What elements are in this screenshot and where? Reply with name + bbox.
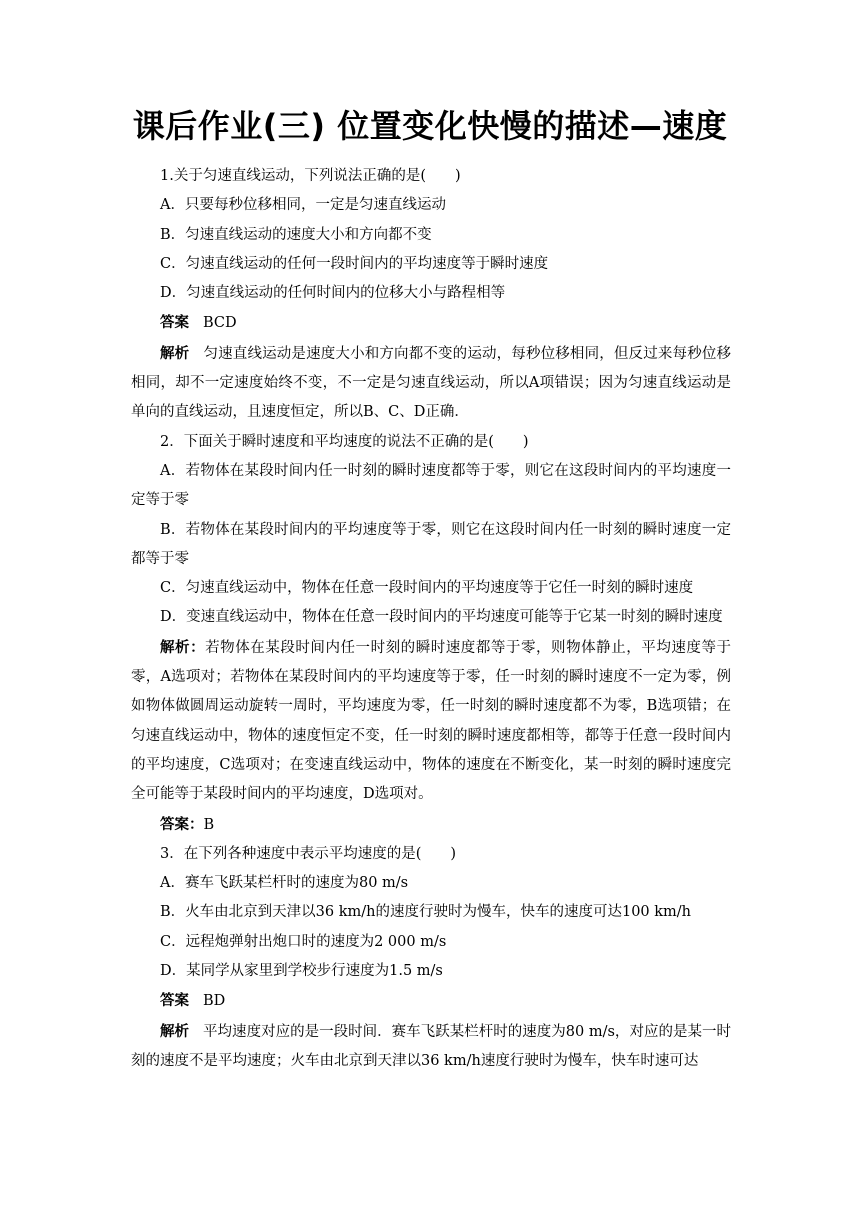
- answer-value: BD: [203, 993, 226, 1010]
- question-1-analysis: [131, 339, 731, 428]
- analysis-label: 解析: [160, 1022, 190, 1040]
- question-2-option-b: B．若物体在某段时间内的平均速度等于零，则它在这段时间内任一时刻的瞬时速度一定都等于零: [131, 521, 731, 567]
- question-2-stem: 2．下面关于瞬时速度和平均速度的说法不正确的是( ): [160, 433, 529, 450]
- question-2-option-d: D．变速直线运动中，物体在任意一段时间内的平均速度可能等于它某一时刻的瞬时速度: [160, 609, 723, 626]
- answer-value: BCD: [203, 315, 237, 332]
- question-1-stem: 1.关于匀速直线运动，下列说法正确的是( ): [160, 168, 461, 184]
- question-3-analysis: [131, 1017, 731, 1077]
- question-3-option-b: B．火车由北京到天津以36 km/h的速度行驶时为慢车，快车的速度可达100 km/h: [160, 904, 692, 921]
- document-body: [131, 162, 731, 1076]
- question-1-option-a: A．只要每秒位移相同，一定是匀速直线运动: [160, 197, 446, 214]
- answer-label: 答案: [160, 314, 189, 332]
- question-2-option-c: C．匀速直线运动中，物体在任意一段时间内的平均速度等于它任一时刻的瞬时速度: [160, 580, 694, 597]
- answer-value: B: [203, 816, 215, 833]
- analysis-text: 匀速直线运动是速度大小和方向都不变的运动，每秒位移相同，但反过来每秒位移相同，却不一定速度始终不变，不一定是匀速直线运动，所以A项错误；因为匀速直线运动是单向的直线运动，且速度恒定，所以B、C、D正确．: [131, 345, 732, 421]
- question-3-option-a: A．赛车飞跃某栏杆时的速度为80 m/s: [160, 875, 409, 892]
- question-3-option-c: C．远程炮弹射出炮口时的速度为2 000 m/s: [160, 933, 447, 950]
- analysis-text: 若物体在某段时间内任一时刻的瞬时速度都等于零，则物体静止，平均速度等于零，A选项对；若物体在某段时间内的平均速度等于零，任一时刻的瞬时速度不一定为零，例如物体做圆周运动旋转一周时，平均速度为零，任一时刻的瞬时速度都不为零，B选项错；在匀速直线运动中，物体的速度恒定不变，任一时刻的瞬时速度都相等，都等于任意一段时间内的平均速度，C选项对；在变速直线运动中，物体的速度在不断变化，某一时刻的瞬时速度完全可能等于某段时间内的平均速度，D选项对。: [131, 639, 732, 803]
- analysis-label: 解析: [160, 344, 190, 362]
- page-title: 课后作业(三) 位置变化快慢的描述—速度: [132, 107, 728, 145]
- question-1-option-d: D．匀速直线运动的任何时间内的位移大小与路程相等: [160, 285, 506, 302]
- question-3-option-d: D．某同学从家里到学校步行速度为1.5 m/s: [160, 963, 443, 980]
- question-3-answer: [131, 986, 731, 1016]
- question-2-analysis: [131, 633, 731, 810]
- answer-label: 答案：: [160, 815, 204, 833]
- question-2-answer: [131, 810, 731, 840]
- question-1-answer: [131, 308, 731, 338]
- question-3-stem: 3．在下列各种速度中表示平均速度的是( ): [160, 845, 457, 862]
- question-1-option-b: B．匀速直线运动的速度大小和方向都不变: [160, 226, 432, 243]
- analysis-label: 解析：: [160, 638, 206, 656]
- question-1-option-c: C．匀速直线运动的任何一段时间内的平均速度等于瞬时速度: [160, 255, 549, 272]
- question-2-option-a: A．若物体在某段时间内任一时刻的瞬时速度都等于零，则它在这段时间内的平均速度一定等于零: [131, 462, 731, 509]
- analysis-text: 平均速度对应的是一段时间．赛车飞跃某栏杆时的速度为80 m/s，对应的是某一时刻的速度不是平均速度；火车由北京到天津以36 km/h速度行驶时为慢车，快车时速可达: [131, 1023, 732, 1069]
- answer-label: 答案: [160, 992, 189, 1010]
